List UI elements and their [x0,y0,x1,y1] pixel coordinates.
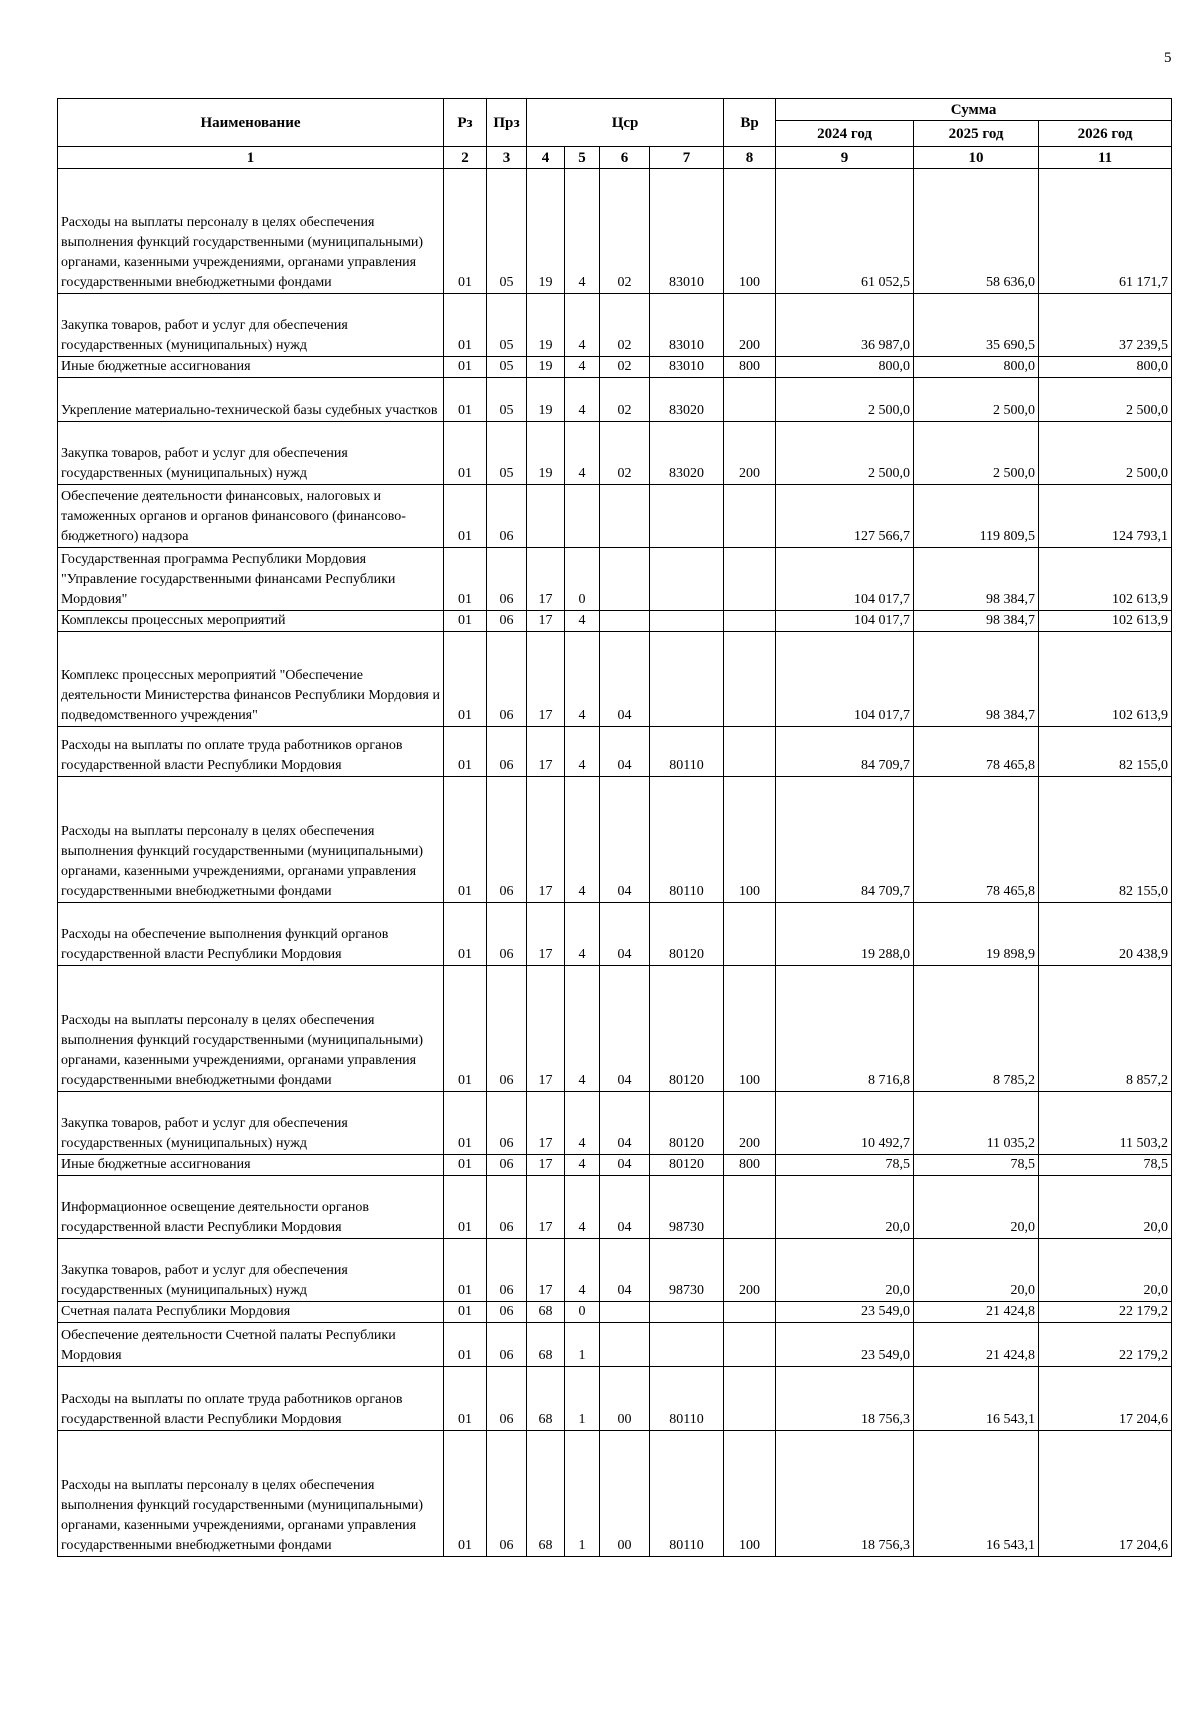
row-name: Расходы на выплаты персоналу в целях обеспечения выполнения функций государственными (муниципальными) органами, казенными учреждениями, органами управления государственными внебюджетными фондами [58,777,444,903]
cell-vr [724,1176,776,1239]
cell-prz: 06 [487,1431,527,1557]
cell-vr: 100 [724,1431,776,1557]
cell-prz: 06 [487,632,527,727]
cell-sum-2024: 8 716,8 [776,966,914,1092]
cell-csr-6: 02 [600,357,650,378]
cell-sum-2025: 58 636,0 [914,169,1039,294]
cell-vr [724,1302,776,1323]
cell-csr-4: 17 [527,1239,565,1302]
cell-sum-2025: 21 424,8 [914,1323,1039,1367]
cell-sum-2024: 18 756,3 [776,1367,914,1431]
cell-rz: 01 [444,632,487,727]
cell-sum-2025: 20,0 [914,1239,1039,1302]
cell-prz: 05 [487,169,527,294]
cell-csr-5: 4 [565,1239,600,1302]
table-row [58,1431,1172,1557]
header-name: Наименование [58,99,444,147]
cell-sum-2025: 2 500,0 [914,378,1039,422]
cell-csr-7 [650,632,724,727]
cell-csr-5: 0 [565,548,600,611]
cell-prz: 06 [487,485,527,548]
table-row [58,1302,1172,1323]
cell-csr-6 [600,548,650,611]
cell-csr-7: 83020 [650,378,724,422]
cell-sum-2024: 104 017,7 [776,632,914,727]
cell-prz: 06 [487,1239,527,1302]
table-row [58,1367,1172,1431]
cell-csr-5: 4 [565,611,600,632]
header-year-2025: 2025 год [914,121,1039,147]
col-number: 2 [444,147,487,169]
cell-csr-4: 19 [527,422,565,485]
cell-csr-5: 4 [565,422,600,485]
row-name: Расходы на выплаты по оплате труда работников органов государственной власти Республики Мордовия [58,727,444,777]
cell-sum-2024: 84 709,7 [776,777,914,903]
cell-sum-2026: 17 204,6 [1039,1367,1172,1431]
cell-sum-2024: 18 756,3 [776,1431,914,1557]
cell-csr-6 [600,1302,650,1323]
cell-sum-2026: 102 613,9 [1039,632,1172,727]
cell-vr: 200 [724,294,776,357]
cell-sum-2025: 16 543,1 [914,1367,1039,1431]
cell-sum-2024: 23 549,0 [776,1323,914,1367]
cell-sum-2026: 102 613,9 [1039,611,1172,632]
header-prz: Прз [487,99,527,147]
cell-csr-7: 80120 [650,966,724,1092]
table-row [58,294,1172,357]
cell-csr-6: 04 [600,727,650,777]
cell-prz: 05 [487,378,527,422]
header-csr: Цср [527,99,724,147]
cell-csr-4: 68 [527,1431,565,1557]
budget-table [57,98,1172,1557]
cell-csr-7 [650,548,724,611]
cell-vr [724,632,776,727]
cell-vr [724,611,776,632]
cell-csr-4: 17 [527,777,565,903]
table-row [58,1155,1172,1176]
cell-vr: 200 [724,1239,776,1302]
cell-sum-2024: 10 492,7 [776,1092,914,1155]
cell-csr-7: 83020 [650,422,724,485]
cell-vr: 100 [724,966,776,1092]
cell-csr-6: 02 [600,378,650,422]
cell-prz: 06 [487,1092,527,1155]
cell-sum-2025: 98 384,7 [914,632,1039,727]
cell-csr-6: 02 [600,422,650,485]
cell-sum-2024: 20,0 [776,1239,914,1302]
cell-csr-5: 0 [565,1302,600,1323]
col-number: 6 [600,147,650,169]
cell-prz: 05 [487,422,527,485]
table-row [58,727,1172,777]
table-row [58,777,1172,903]
cell-csr-5 [565,485,600,548]
cell-sum-2026: 20,0 [1039,1176,1172,1239]
cell-sum-2024: 23 549,0 [776,1302,914,1323]
cell-sum-2024: 2 500,0 [776,378,914,422]
cell-rz: 01 [444,294,487,357]
cell-csr-4: 68 [527,1302,565,1323]
row-name: Расходы на обеспечение выполнения функций органов государственной власти Республики Мордовия [58,903,444,966]
cell-csr-4: 17 [527,966,565,1092]
cell-sum-2026: 20 438,9 [1039,903,1172,966]
row-name: Закупка товаров, работ и услуг для обеспечения государственных (муниципальных) нужд [58,422,444,485]
cell-csr-4: 19 [527,378,565,422]
column-number-row [58,147,1172,169]
cell-sum-2025: 98 384,7 [914,548,1039,611]
cell-csr-4: 17 [527,727,565,777]
cell-csr-4: 17 [527,903,565,966]
cell-rz: 01 [444,378,487,422]
header-vr: Вр [724,99,776,147]
cell-vr [724,727,776,777]
cell-prz: 06 [487,727,527,777]
cell-rz: 01 [444,1239,487,1302]
cell-sum-2026: 22 179,2 [1039,1323,1172,1367]
cell-csr-7: 98730 [650,1176,724,1239]
cell-vr: 100 [724,777,776,903]
page-number: 5 [1164,50,1172,66]
cell-csr-5: 4 [565,777,600,903]
row-name: Государственная программа Республики Мордовия "Управление государственными финансами Республики Мордовия" [58,548,444,611]
cell-csr-7: 80120 [650,1092,724,1155]
col-number: 1 [58,147,444,169]
cell-prz: 06 [487,1176,527,1239]
row-name: Закупка товаров, работ и услуг для обеспечения государственных (муниципальных) нужд [58,294,444,357]
cell-sum-2025: 2 500,0 [914,422,1039,485]
row-name: Закупка товаров, работ и услуг для обеспечения государственных (муниципальных) нужд [58,1092,444,1155]
header-rz: Рз [444,99,487,147]
cell-csr-6 [600,485,650,548]
cell-sum-2026: 2 500,0 [1039,422,1172,485]
cell-csr-4: 19 [527,169,565,294]
cell-sum-2026: 37 239,5 [1039,294,1172,357]
col-number: 8 [724,147,776,169]
cell-sum-2024: 61 052,5 [776,169,914,294]
cell-vr: 800 [724,1155,776,1176]
cell-csr-7: 80120 [650,1155,724,1176]
cell-csr-6: 02 [600,294,650,357]
cell-csr-4: 19 [527,294,565,357]
table-header [58,99,1172,169]
cell-csr-4: 68 [527,1367,565,1431]
table-row [58,169,1172,294]
cell-csr-6: 04 [600,1155,650,1176]
cell-csr-7 [650,1302,724,1323]
cell-prz: 06 [487,777,527,903]
cell-csr-5: 4 [565,632,600,727]
table-row [58,378,1172,422]
cell-sum-2024: 127 566,7 [776,485,914,548]
cell-csr-5: 4 [565,966,600,1092]
cell-csr-6: 02 [600,169,650,294]
cell-prz: 06 [487,548,527,611]
cell-csr-6 [600,1323,650,1367]
cell-sum-2025: 11 035,2 [914,1092,1039,1155]
cell-sum-2026: 22 179,2 [1039,1302,1172,1323]
row-name: Комплексы процессных мероприятий [58,611,444,632]
cell-csr-4: 17 [527,1092,565,1155]
cell-sum-2026: 2 500,0 [1039,378,1172,422]
cell-sum-2024: 2 500,0 [776,422,914,485]
cell-csr-4: 17 [527,611,565,632]
cell-csr-5: 4 [565,1155,600,1176]
cell-csr-4: 19 [527,357,565,378]
cell-vr [724,485,776,548]
cell-sum-2026: 124 793,1 [1039,485,1172,548]
cell-rz: 01 [444,1323,487,1367]
cell-csr-6: 04 [600,903,650,966]
cell-csr-7: 98730 [650,1239,724,1302]
row-name: Закупка товаров, работ и услуг для обеспечения государственных (муниципальных) нужд [58,1239,444,1302]
cell-rz: 01 [444,903,487,966]
cell-rz: 01 [444,422,487,485]
cell-csr-7 [650,611,724,632]
cell-csr-4: 68 [527,1323,565,1367]
cell-sum-2025: 20,0 [914,1176,1039,1239]
cell-csr-5: 4 [565,727,600,777]
cell-csr-7 [650,485,724,548]
table-body [58,169,1172,1557]
cell-csr-4: 17 [527,548,565,611]
table-row [58,1323,1172,1367]
cell-csr-6: 04 [600,1176,650,1239]
cell-csr-7: 83010 [650,294,724,357]
cell-vr [724,1367,776,1431]
table-row [58,632,1172,727]
cell-csr-5: 1 [565,1323,600,1367]
cell-csr-5: 1 [565,1367,600,1431]
row-name: Расходы на выплаты персоналу в целях обеспечения выполнения функций государственными (муниципальными) органами, казенными учреждениями, органами управления государственными внебюджетными фондами [58,1431,444,1557]
col-number: 9 [776,147,914,169]
table-row [58,1239,1172,1302]
cell-csr-6: 04 [600,966,650,1092]
cell-sum-2024: 78,5 [776,1155,914,1176]
table-row [58,485,1172,548]
cell-sum-2025: 35 690,5 [914,294,1039,357]
cell-csr-4 [527,485,565,548]
cell-csr-7: 83010 [650,357,724,378]
cell-prz: 06 [487,1155,527,1176]
cell-rz: 01 [444,1431,487,1557]
cell-sum-2025: 98 384,7 [914,611,1039,632]
cell-sum-2025: 119 809,5 [914,485,1039,548]
cell-csr-7 [650,1323,724,1367]
cell-sum-2024: 800,0 [776,357,914,378]
cell-prz: 05 [487,294,527,357]
cell-rz: 01 [444,777,487,903]
cell-csr-4: 17 [527,632,565,727]
cell-sum-2026: 82 155,0 [1039,777,1172,903]
cell-sum-2024: 104 017,7 [776,611,914,632]
cell-vr: 200 [724,422,776,485]
cell-csr-7: 80110 [650,1431,724,1557]
cell-vr [724,378,776,422]
cell-sum-2026: 102 613,9 [1039,548,1172,611]
row-name: Иные бюджетные ассигнования [58,357,444,378]
cell-prz: 06 [487,1367,527,1431]
cell-sum-2025: 16 543,1 [914,1431,1039,1557]
cell-csr-6: 04 [600,1092,650,1155]
cell-csr-5: 4 [565,357,600,378]
cell-sum-2024: 20,0 [776,1176,914,1239]
table-row [58,611,1172,632]
row-name: Иные бюджетные ассигнования [58,1155,444,1176]
cell-vr [724,903,776,966]
cell-prz: 06 [487,1302,527,1323]
cell-vr [724,1323,776,1367]
header-sum: Сумма [776,99,1172,121]
cell-rz: 01 [444,966,487,1092]
row-name: Информационное освещение деятельности органов государственной власти Республики Мордовия [58,1176,444,1239]
cell-prz: 06 [487,966,527,1092]
cell-rz: 01 [444,1092,487,1155]
cell-sum-2025: 19 898,9 [914,903,1039,966]
table-row [58,1176,1172,1239]
cell-sum-2025: 8 785,2 [914,966,1039,1092]
cell-sum-2025: 78 465,8 [914,777,1039,903]
cell-csr-4: 17 [527,1155,565,1176]
row-name: Комплекс процессных мероприятий "Обеспечение деятельности Министерства финансов Республики Мордовия и подведомственного учреждения" [58,632,444,727]
cell-csr-7: 83010 [650,169,724,294]
cell-csr-6: 00 [600,1367,650,1431]
row-name: Расходы на выплаты по оплате труда работников органов государственной власти Республики Мордовия [58,1367,444,1431]
cell-rz: 01 [444,1302,487,1323]
cell-prz: 05 [487,357,527,378]
cell-sum-2026: 61 171,7 [1039,169,1172,294]
cell-csr-5: 4 [565,903,600,966]
row-name: Укрепление материально-технической базы судебных участков [58,378,444,422]
cell-sum-2024: 84 709,7 [776,727,914,777]
cell-vr: 200 [724,1092,776,1155]
header-year-2026: 2026 год [1039,121,1172,147]
cell-csr-5: 4 [565,1176,600,1239]
cell-sum-2024: 19 288,0 [776,903,914,966]
cell-csr-5: 1 [565,1431,600,1557]
cell-sum-2024: 104 017,7 [776,548,914,611]
cell-csr-4: 17 [527,1176,565,1239]
cell-csr-5: 4 [565,294,600,357]
cell-sum-2026: 11 503,2 [1039,1092,1172,1155]
cell-rz: 01 [444,1176,487,1239]
col-number: 7 [650,147,724,169]
cell-prz: 06 [487,903,527,966]
cell-sum-2026: 82 155,0 [1039,727,1172,777]
cell-sum-2025: 21 424,8 [914,1302,1039,1323]
cell-rz: 01 [444,548,487,611]
cell-prz: 06 [487,611,527,632]
cell-csr-7: 80110 [650,727,724,777]
col-number: 11 [1039,147,1172,169]
cell-rz: 01 [444,357,487,378]
row-name: Расходы на выплаты персоналу в целях обеспечения выполнения функций государственными (муниципальными) органами, казенными учреждениями, органами управления государственными внебюджетными фондами [58,966,444,1092]
row-name: Обеспечение деятельности Счетной палаты Республики Мордовия [58,1323,444,1367]
cell-sum-2026: 17 204,6 [1039,1431,1172,1557]
cell-rz: 01 [444,485,487,548]
cell-sum-2025: 800,0 [914,357,1039,378]
cell-sum-2025: 78 465,8 [914,727,1039,777]
cell-csr-6: 04 [600,1239,650,1302]
cell-rz: 01 [444,727,487,777]
cell-csr-6: 00 [600,1431,650,1557]
cell-rz: 01 [444,169,487,294]
cell-vr [724,548,776,611]
table-row [58,357,1172,378]
cell-csr-7: 80110 [650,777,724,903]
cell-csr-5: 4 [565,378,600,422]
cell-csr-6: 04 [600,632,650,727]
cell-csr-6 [600,611,650,632]
cell-vr: 800 [724,357,776,378]
cell-sum-2025: 78,5 [914,1155,1039,1176]
cell-csr-7: 80120 [650,903,724,966]
cell-sum-2026: 78,5 [1039,1155,1172,1176]
col-number: 4 [527,147,565,169]
cell-csr-5: 4 [565,1092,600,1155]
table-row [58,422,1172,485]
table-row [58,903,1172,966]
cell-vr: 100 [724,169,776,294]
cell-sum-2026: 8 857,2 [1039,966,1172,1092]
cell-sum-2026: 800,0 [1039,357,1172,378]
table-row [58,548,1172,611]
table-row [58,1092,1172,1155]
cell-prz: 06 [487,1323,527,1367]
col-number: 10 [914,147,1039,169]
header-year-2024: 2024 год [776,121,914,147]
row-name: Обеспечение деятельности финансовых, налоговых и таможенных органов и органов финансового (финансово-бюджетного) надзора [58,485,444,548]
col-number: 5 [565,147,600,169]
cell-rz: 01 [444,611,487,632]
cell-csr-7: 80110 [650,1367,724,1431]
cell-sum-2024: 36 987,0 [776,294,914,357]
row-name: Расходы на выплаты персоналу в целях обеспечения выполнения функций государственными (муниципальными) органами, казенными учреждениями, органами управления государственными внебюджетными фондами [58,169,444,294]
cell-csr-5: 4 [565,169,600,294]
cell-rz: 01 [444,1155,487,1176]
cell-csr-6: 04 [600,777,650,903]
col-number: 3 [487,147,527,169]
row-name: Счетная палата Республики Мордовия [58,1302,444,1323]
table-row [58,966,1172,1092]
cell-sum-2026: 20,0 [1039,1239,1172,1302]
cell-rz: 01 [444,1367,487,1431]
